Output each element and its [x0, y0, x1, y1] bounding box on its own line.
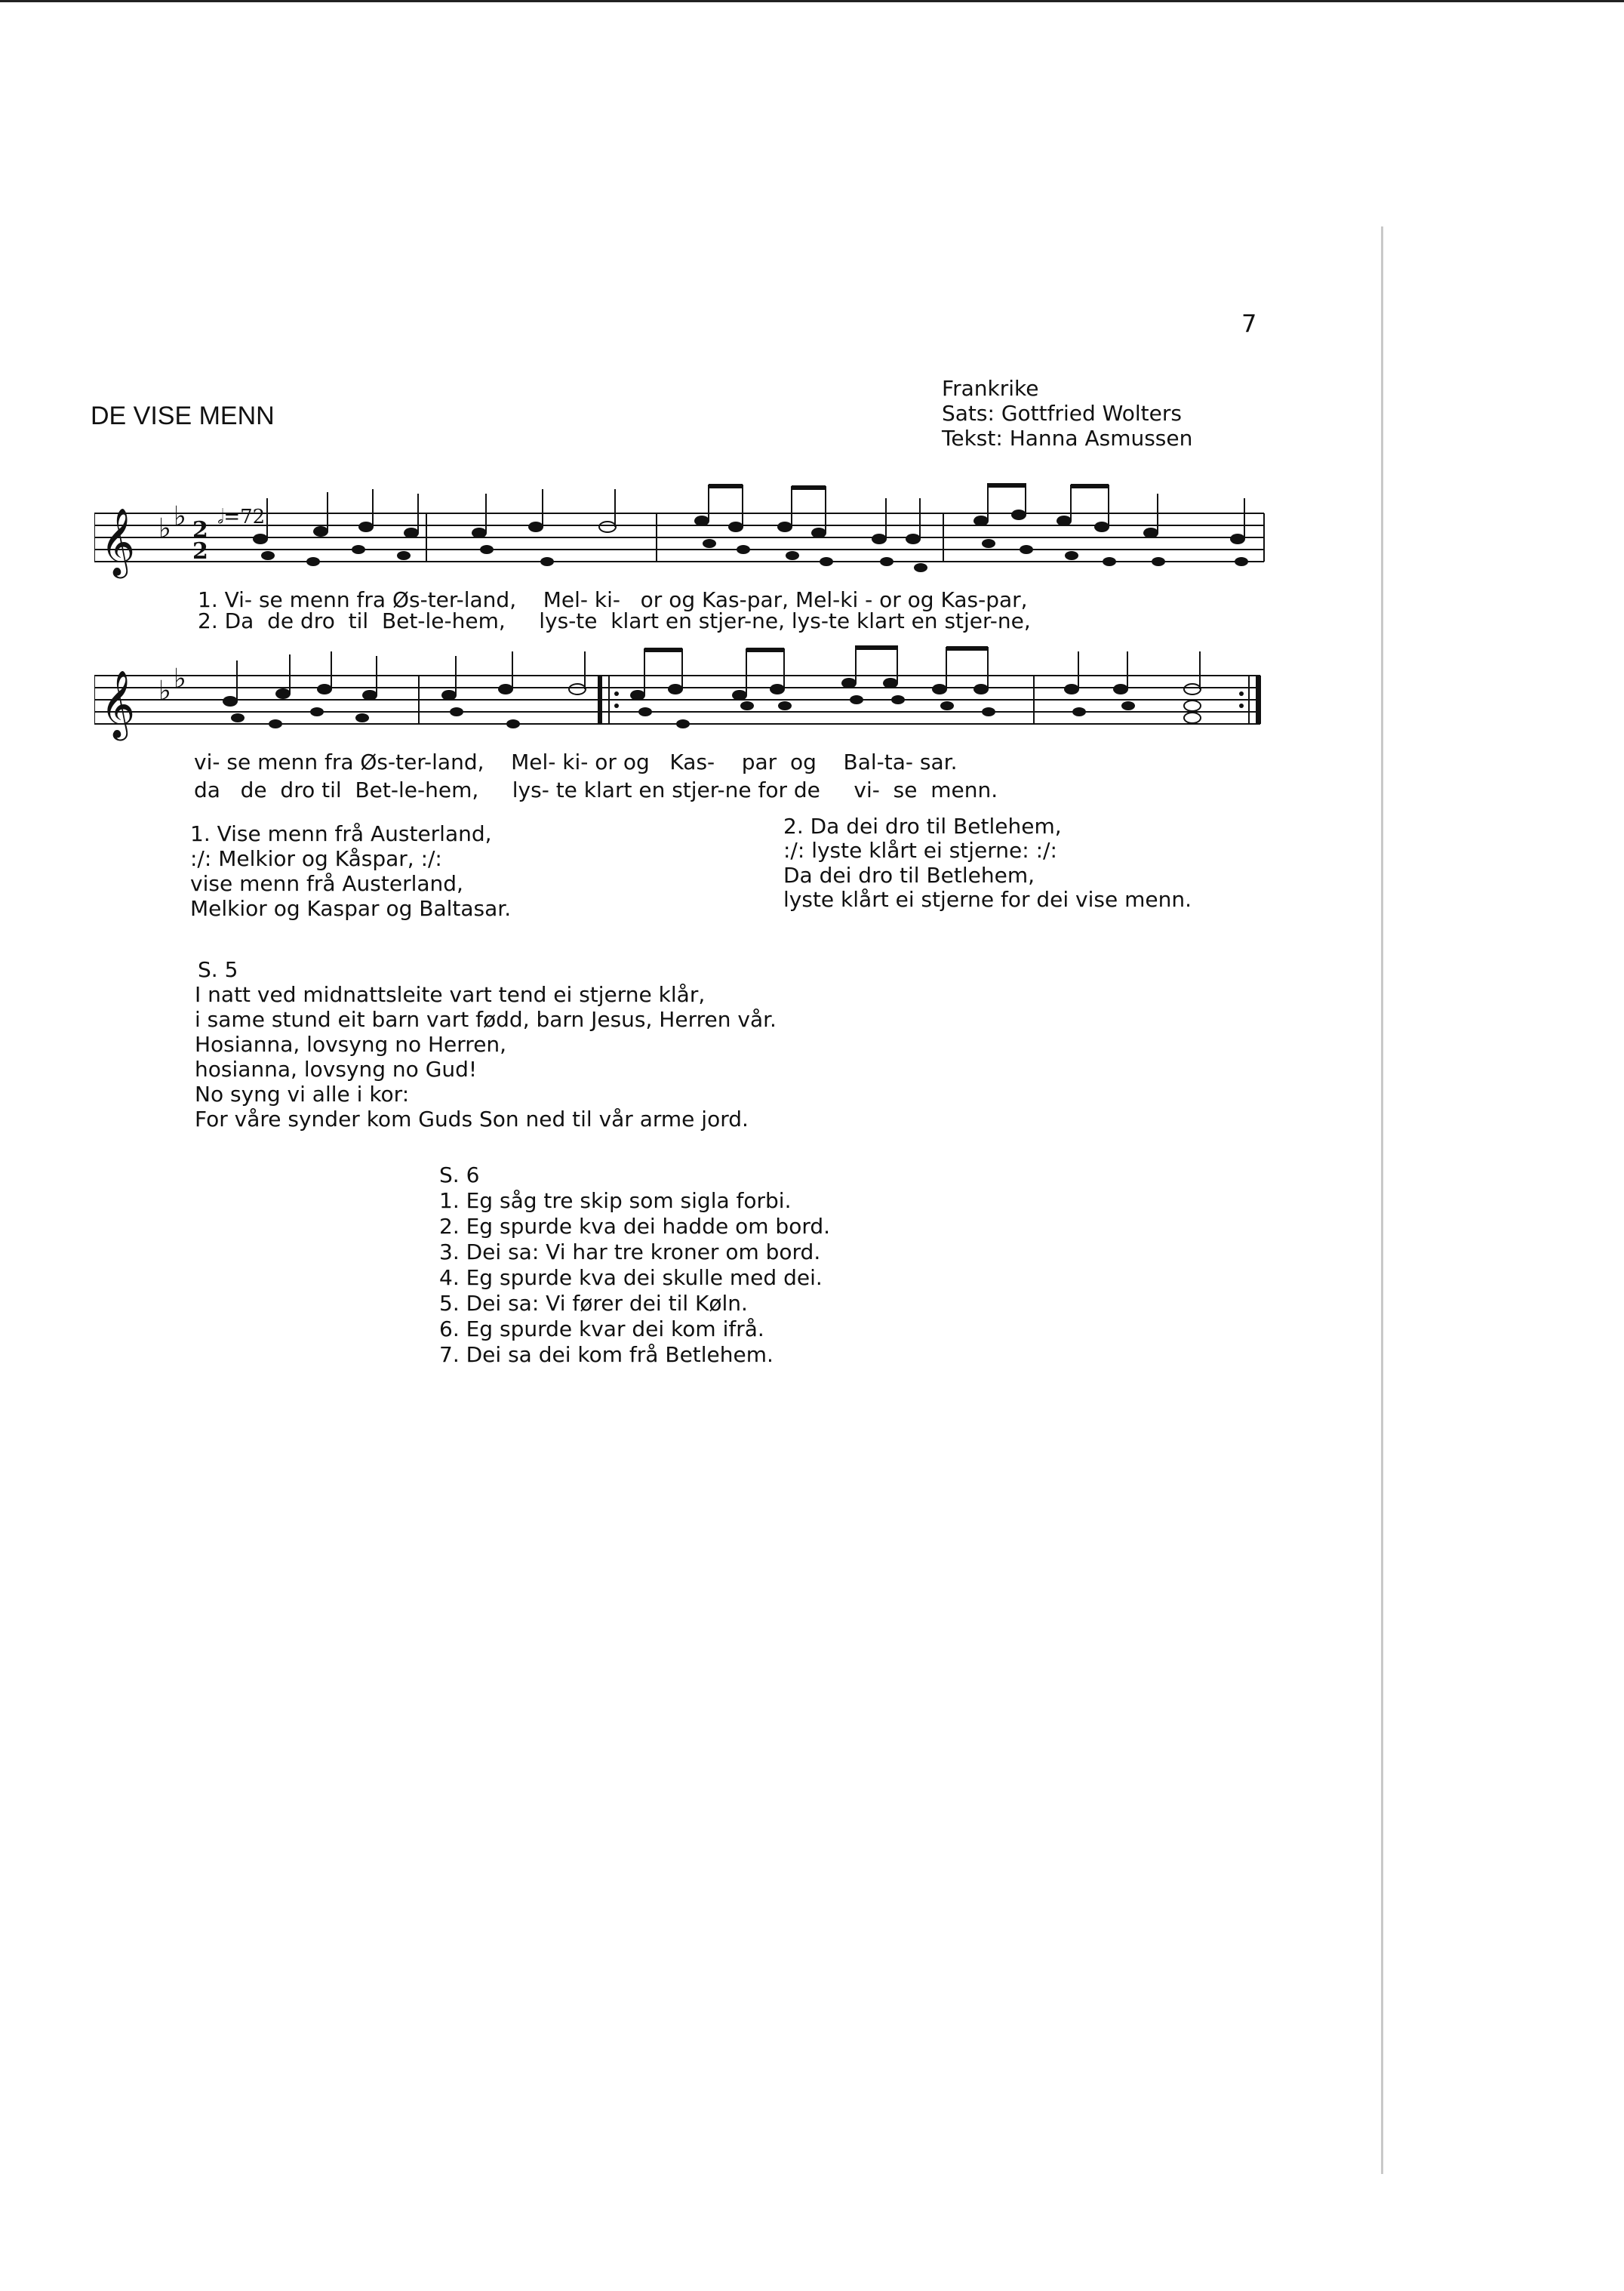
- section-label: S. 5: [198, 957, 238, 982]
- page-number: 7: [1241, 309, 1257, 338]
- s5-line: No syng vi alle i kor:: [195, 1082, 410, 1107]
- s6-line: 3. Dei sa: Vi har tre kroner om bord.: [439, 1239, 821, 1264]
- s5-line: Hosianna, lovsyng no Herren,: [195, 1032, 507, 1057]
- verse-left-line: :/: Melkior og Kåspar, :/:: [190, 846, 442, 871]
- verse-right-line: lyste klårt ei stjerne for dei vise menn.: [783, 887, 1192, 912]
- s5-line: i same stund eit barn vart fødd, barn Jesus, Herren vår.: [195, 1007, 777, 1032]
- page-edge-line: [1381, 226, 1383, 2174]
- svg-text:2: 2: [192, 538, 208, 565]
- staff-notation-2: [94, 645, 1272, 766]
- svg-text:♭: ♭: [158, 676, 171, 707]
- tempo-mark: [192, 483, 265, 552]
- credit-lyrics: Tekst: Hanna Asmussen: [942, 426, 1193, 451]
- song-title: DE VISE MENN: [91, 402, 275, 430]
- svg-text:♭: ♭: [158, 513, 171, 544]
- s6-line: 2. Eg spurde kva dei hadde om bord.: [439, 1214, 831, 1239]
- half-note-icon: 𝅗𝅥: [217, 506, 224, 528]
- verse-left-line: Melkior og Kaspar og Baltasar.: [190, 896, 512, 921]
- svg-text:♭: ♭: [174, 664, 186, 694]
- verse-right-line: Da dei dro til Betlehem,: [783, 863, 1035, 888]
- svg-text:2: 2: [192, 517, 208, 543]
- credit-origin: Frankrike: [942, 376, 1039, 401]
- svg-text:♭: ♭: [174, 501, 186, 532]
- s6-line: 1. Eg såg tre skip som sigla forbi.: [439, 1188, 792, 1213]
- verse-left-line: 1. Vise menn frå Austerland,: [190, 821, 492, 846]
- s5-line: I natt ved midnattsleite vart tend ei stjerne klår,: [195, 982, 706, 1007]
- system1-lyrics-line2: 2. Da de dro til Bet-le-hem, lys-te klart en stjer-ne, lys-te klart en stjer-ne,: [198, 608, 1031, 633]
- credit-arrangement: Sats: Gottfried Wolters: [942, 401, 1182, 426]
- verse-left-line: vise menn frå Austerland,: [190, 871, 463, 896]
- s6-line: 6. Eg spurde kvar dei kom ifrå.: [439, 1316, 764, 1341]
- system2-lyrics-line2: da de dro til Bet-le-hem, lys- te klart en stjer-ne for de vi- se menn.: [194, 778, 998, 802]
- tempo-value: =72: [223, 506, 266, 528]
- s6-line: 5. Dei sa: Vi fører dei til Køln.: [439, 1291, 748, 1316]
- page-top-border: [0, 0, 1624, 2]
- verse-right-line: 2. Da dei dro til Betlehem,: [783, 814, 1062, 839]
- s6-line: 4. Eg spurde kva dei skulle med dei.: [439, 1265, 823, 1290]
- svg-text:𝄞: 𝄞: [100, 670, 136, 738]
- s5-line: hosianna, lovsyng no Gud!: [195, 1057, 478, 1082]
- system2-lyrics-line1: vi- se menn fra Øs-ter-land, Mel- ki- or og Kas- par og Bal-ta- sar.: [194, 750, 958, 774]
- verse-right-line: :/: lyste klårt ei stjerne: :/:: [783, 838, 1057, 863]
- section-label: S. 6: [439, 1162, 480, 1187]
- s5-line: For våre synder kom Guds Son ned til vår arme jord.: [195, 1107, 749, 1132]
- staff-notation-1: [94, 483, 1272, 589]
- svg-text:𝄞: 𝄞: [100, 508, 136, 576]
- s6-line: 7. Dei sa dei kom frå Betlehem.: [439, 1342, 774, 1367]
- system1-lyrics-line1: 1. Vi- se menn fra Øs-ter-land, Mel- ki- or og Kas-par, Mel-ki - or og Kas-par,: [198, 587, 1028, 612]
